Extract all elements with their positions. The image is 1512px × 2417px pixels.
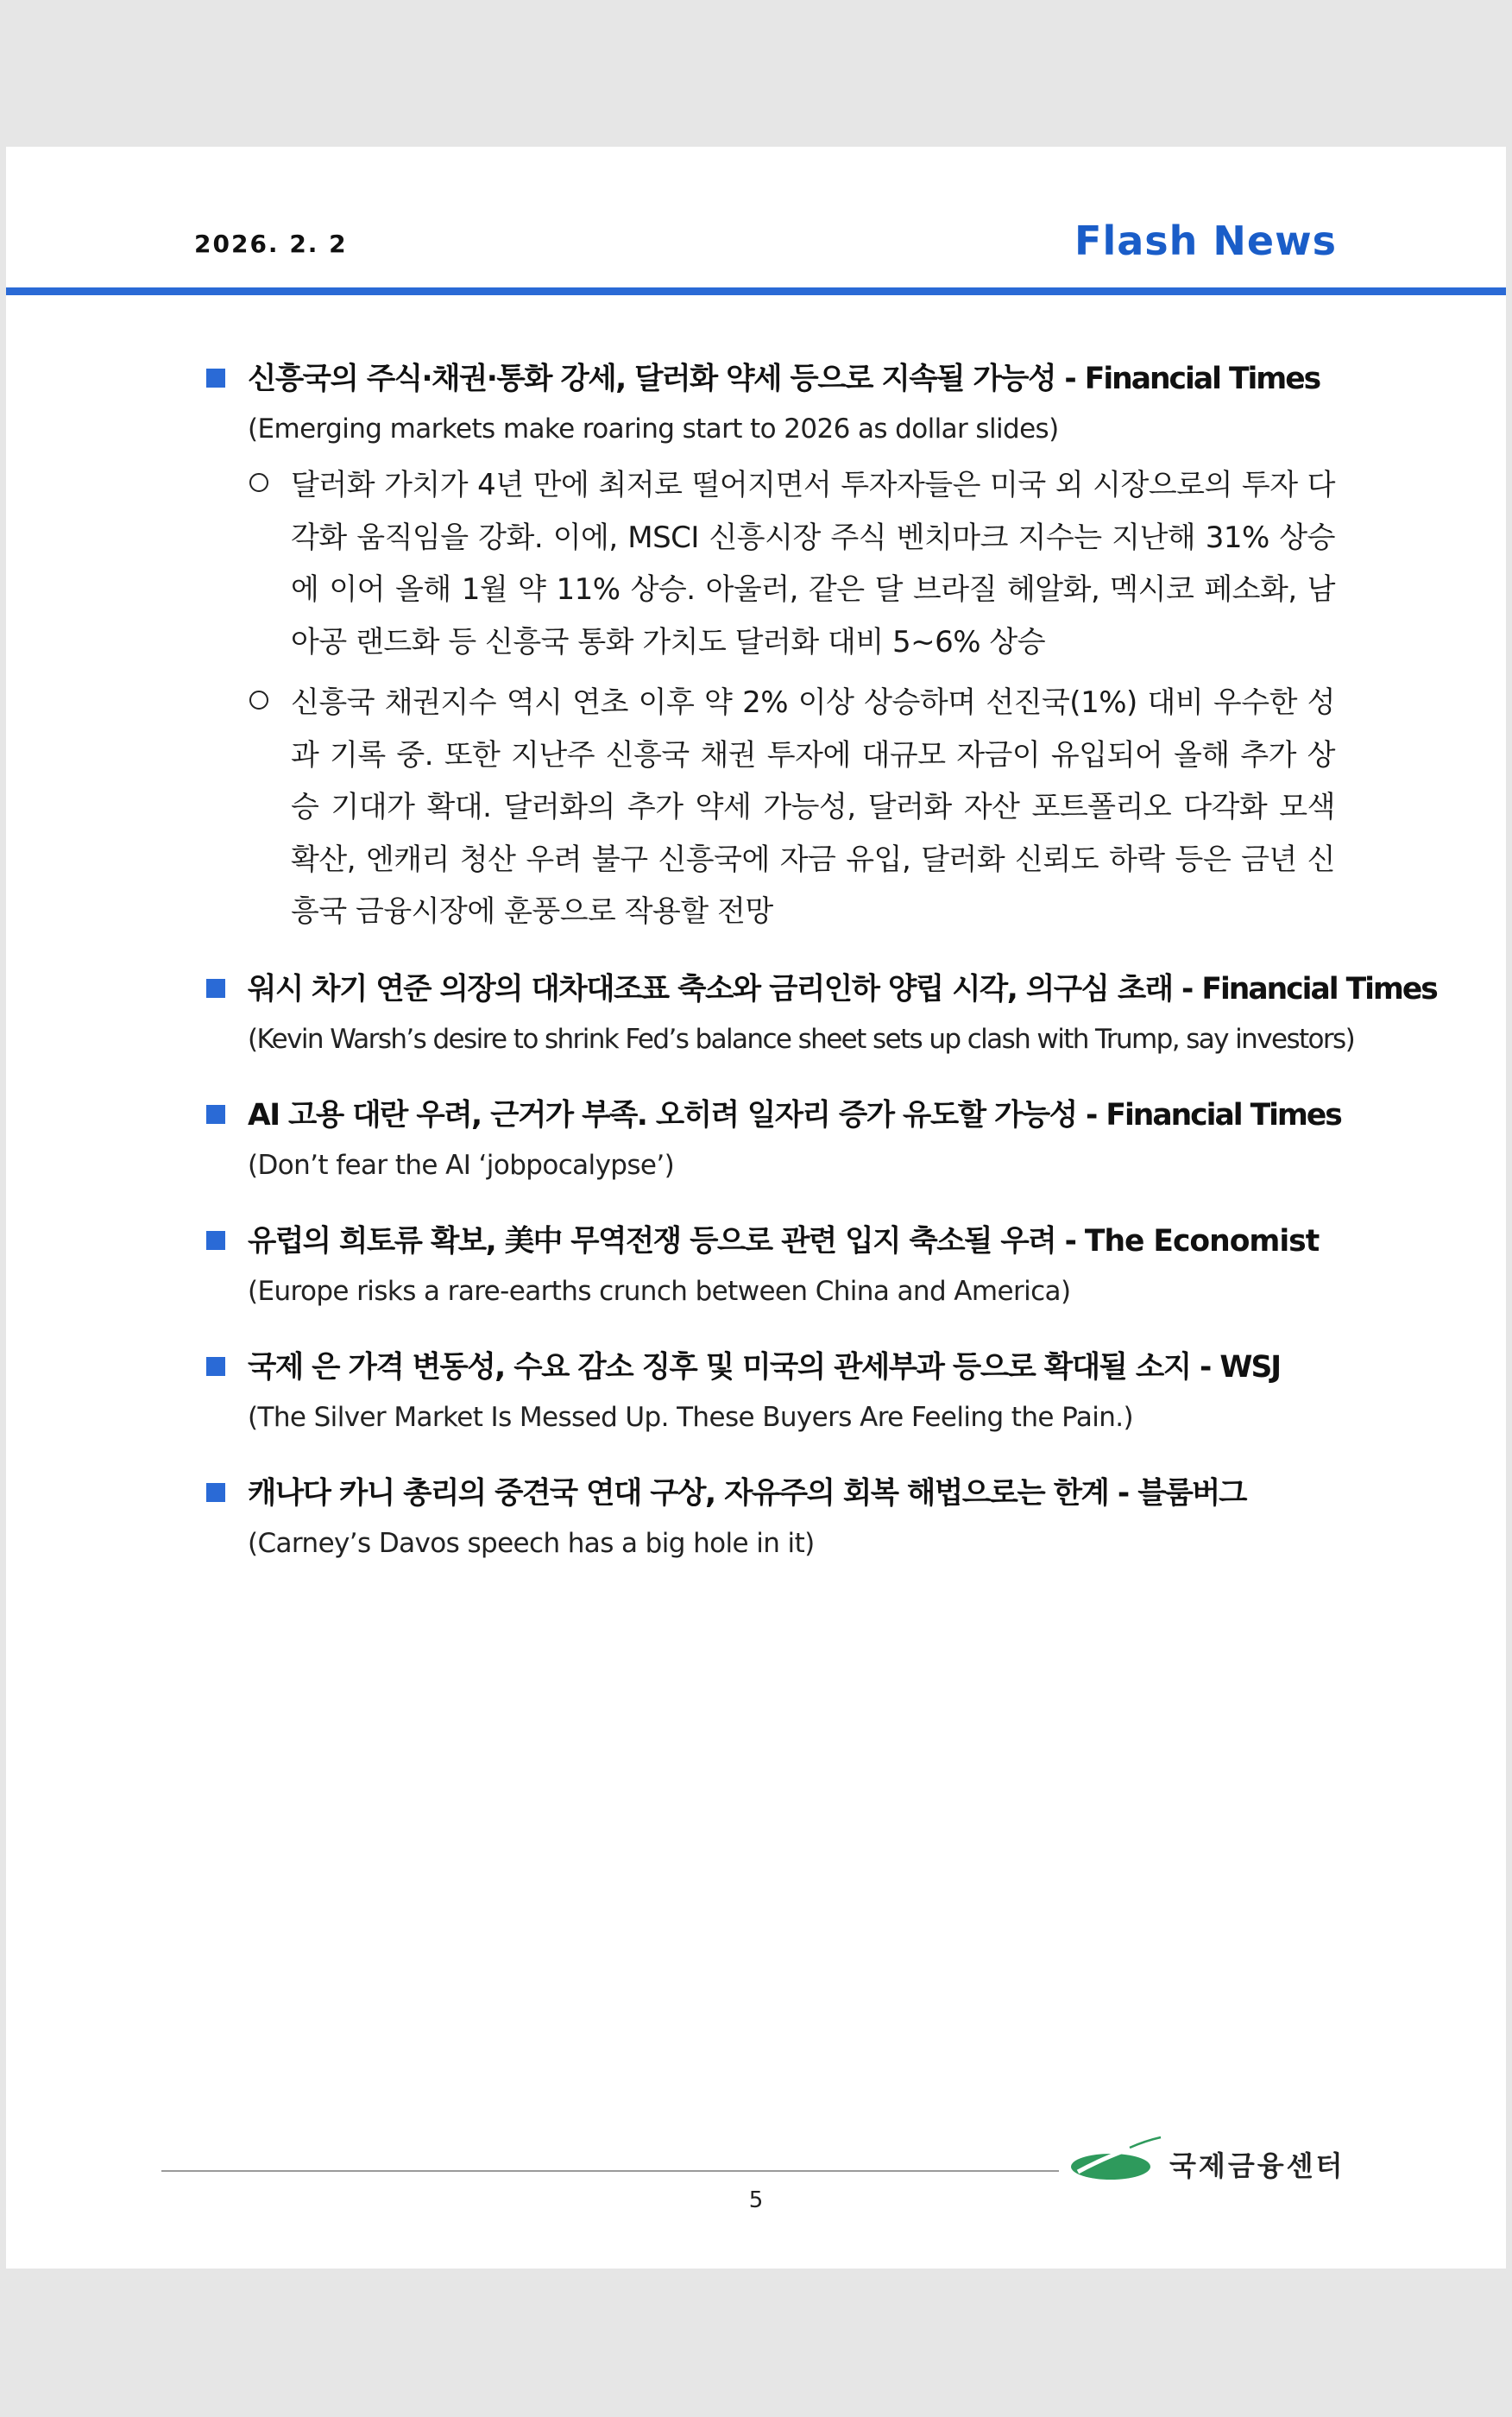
news-headline: 국제 은 가격 변동성, 수요 감소 징후 및 미국의 관세부과 등으로 확대될 소지 - WSJ [205, 1342, 1352, 1392]
english-title: (Don’t fear the AI ‘jobpocalypse’) [248, 1149, 675, 1181]
report-date: 2026. 2. 2 [194, 230, 348, 258]
headline-source: 블룸버그 [1137, 1475, 1246, 1511]
bullet-paragraph [205, 459, 1335, 668]
english-title: (Kevin Warsh’s desire to shrink Fed’s balance sheet sets up clash with Trump, say investors) [248, 1023, 1355, 1055]
circle-bullet-icon [249, 691, 268, 710]
news-headline: 신흥국의 주식·채권·통화 강세, 달러화 약세 등으로 지속될 가능성 - Financial Times [205, 354, 1352, 404]
english-title: (Europe risks a rare-earths crunch between China and America) [248, 1275, 1071, 1307]
headline-source: The Economist [1084, 1223, 1320, 1259]
square-bullet-icon [206, 979, 225, 998]
news-headline: 유럽의 희토류 확보, 美中 무역전쟁 등으로 관련 입지 축소될 우려 - The Economist [205, 1216, 1352, 1266]
news-item [205, 1342, 1352, 1442]
english-title: (Emerging markets make roaring start to 2026 as dollar slides) [248, 413, 1059, 445]
news-item [205, 964, 1437, 1064]
bullet-list [205, 459, 1352, 938]
document-page [6, 147, 1506, 2269]
square-bullet-icon [206, 1105, 225, 1124]
headline-text: AI 고용 대란 우려, 근거가 부족. 오히려 일자리 증가 유도할 가능성 [248, 1097, 1077, 1133]
headline-source: WSJ [1219, 1349, 1281, 1385]
headline-text: 신흥국의 주식·채권·통화 강세, 달러화 약세 등으로 지속될 가능성 [248, 362, 1055, 396]
header-rule [6, 287, 1506, 295]
news-list [205, 354, 1437, 1594]
headline-text: 워시 차기 연준 의장의 대차대조표 축소와 금리인하 양립 시각, 의구심 초래 [248, 971, 1173, 1007]
square-bullet-icon [206, 1231, 225, 1250]
circle-bullet-icon [249, 473, 268, 492]
headline-source: Financial Times [1084, 362, 1320, 396]
kcif-logo-icon [1069, 2134, 1164, 2186]
news-headline: 캐나다 카니 총리의 중견국 연대 구상, 자유주의 회복 해법으로는 한계 - 블룸버그 [205, 1468, 1352, 1518]
news-headline: AI 고용 대란 우려, 근거가 부족. 오히려 일자리 증가 유도할 가능성 - Financial Times [205, 1090, 1352, 1140]
square-bullet-icon [206, 1357, 225, 1376]
bullet-text: 신흥국 채권지수 역시 연초 이후 약 2% 이상 상승하며 선진국(1%) 대비 우수한 성과 기록 중. 또한 지난주 신흥국 채권 투자에 대규모 자금이 유입되어 올해 추가 상승 기대가 확대. 달러화의 추가 약세 가능성, 달러화 자산 포트폴리오 다각화 모색 확산, 엔캐리 청산 우려 불구 신흥국에 자금 유입, 달러화 신뢰도 하락 등은 금년 신흥국 금융시장에 훈풍으로 작용할 전망 [291, 685, 1335, 929]
news-headline: 워시 차기 연준 의장의 대차대조표 축소와 금리인하 양립 시각, 의구심 초래 - Financial Times [205, 964, 1352, 1014]
page-number: 5 [748, 2187, 764, 2213]
square-bullet-icon [206, 369, 225, 388]
flash-news-title: Flash News [1074, 218, 1337, 264]
news-item [205, 1090, 1352, 1190]
english-title: (Carney’s Davos speech has a big hole in it) [248, 1527, 815, 1559]
bullet-paragraph [205, 677, 1335, 938]
headline-source: Financial Times [1106, 1097, 1341, 1133]
square-bullet-icon [206, 1483, 225, 1502]
bullet-text: 달러화 가치가 4년 만에 최저로 떨어지면서 투자자들은 미국 외 시장으로의 투자 다각화 움직임을 강화. 이에, MSCI 신흥시장 주식 벤치마크 지수는 지난해 31% 상승에 이어 올해 1월 약 11% 상승. 아울러, 같은 달 브라질 헤알화, 멕시코 페소화, 남아공 랜드화 등 신흥국 통화 가치도 달러화 대비 5~6% 상승 [291, 468, 1335, 659]
footer-rule [161, 2170, 1059, 2172]
news-item [205, 1468, 1352, 1568]
news-item [205, 354, 1352, 938]
english-title: (The Silver Market Is Messed Up. These Buyers Are Feeling the Pain.) [248, 1401, 1134, 1433]
headline-text: 캐나다 카니 총리의 중견국 연대 구상, 자유주의 회복 해법으로는 한계 [248, 1475, 1109, 1511]
news-item [205, 1216, 1352, 1316]
logo-text: 국제금융센터 [1169, 2149, 1345, 2182]
headline-text: 유럽의 희토류 확보, 美中 무역전쟁 등으로 관련 입지 축소될 우려 [248, 1223, 1056, 1259]
headline-text: 국제 은 가격 변동성, 수요 감소 징후 및 미국의 관세부과 등으로 확대될 소지 [248, 1349, 1191, 1385]
headline-source: Financial Times [1201, 971, 1437, 1007]
